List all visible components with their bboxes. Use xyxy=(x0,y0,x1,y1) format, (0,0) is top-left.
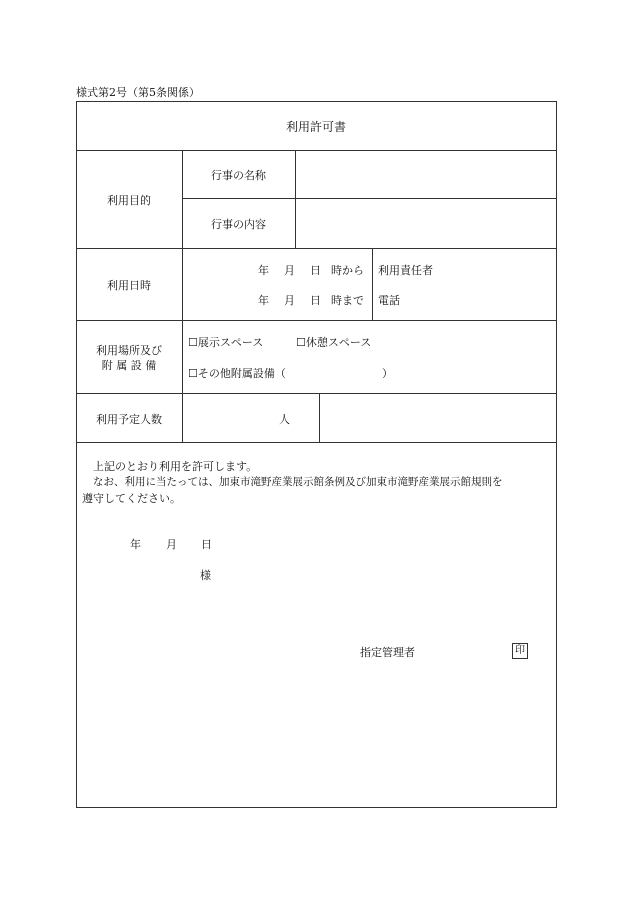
attendance-unit: 人 xyxy=(279,413,290,426)
addressee-suffix: 様 xyxy=(200,569,211,582)
seal-stamp: 印 xyxy=(512,643,528,659)
date-day: 日 xyxy=(201,538,212,551)
notice-line1: 上記のとおり利用を許可します。 xyxy=(93,460,258,473)
from-year: 年 xyxy=(258,264,269,277)
phone-label: 電話 xyxy=(378,294,400,307)
date-year: 年 xyxy=(130,538,141,551)
option-other-checkbox[interactable]: ☐その他附属設備（ xyxy=(188,367,286,380)
event-name-field[interactable] xyxy=(298,152,554,196)
attendance-label: 利用予定人数 xyxy=(96,413,162,426)
event-content-field[interactable] xyxy=(298,200,554,246)
from-time: 時から xyxy=(331,264,364,277)
option-other-close: ） xyxy=(382,367,393,380)
responsible-label: 利用責任者 xyxy=(378,264,433,277)
manager-label: 指定管理者 xyxy=(360,646,415,659)
option-exhibition-checkbox[interactable]: ☐展示スペース xyxy=(188,336,264,349)
to-time: 時まで xyxy=(331,294,364,307)
notice-line2: なお、利用に当たっては、加東市滝野産業展示館条例及び加東市滝野産業展示館規則を xyxy=(93,476,503,488)
location-label-line2: 附 属 設 備 xyxy=(101,359,157,372)
page-title: 利用許可書 xyxy=(285,120,346,134)
to-year: 年 xyxy=(258,294,269,307)
purpose-label: 利用目的 xyxy=(107,194,151,207)
to-month: 月 xyxy=(284,294,295,307)
datetime-label: 利用日時 xyxy=(107,279,151,292)
form-number: 様式第2号（第5条関係） xyxy=(76,86,200,99)
from-day: 日 xyxy=(310,264,321,277)
from-month: 月 xyxy=(284,264,295,277)
event-content-label: 行事の内容 xyxy=(211,218,266,231)
date-month: 月 xyxy=(166,538,177,551)
notice-line3: 遵守してください。 xyxy=(82,492,181,505)
location-label-line1: 利用場所及び xyxy=(96,344,162,357)
option-rest-checkbox[interactable]: ☐休憩スペース xyxy=(296,336,372,349)
event-name-label: 行事の名称 xyxy=(211,169,266,182)
to-day: 日 xyxy=(310,294,321,307)
